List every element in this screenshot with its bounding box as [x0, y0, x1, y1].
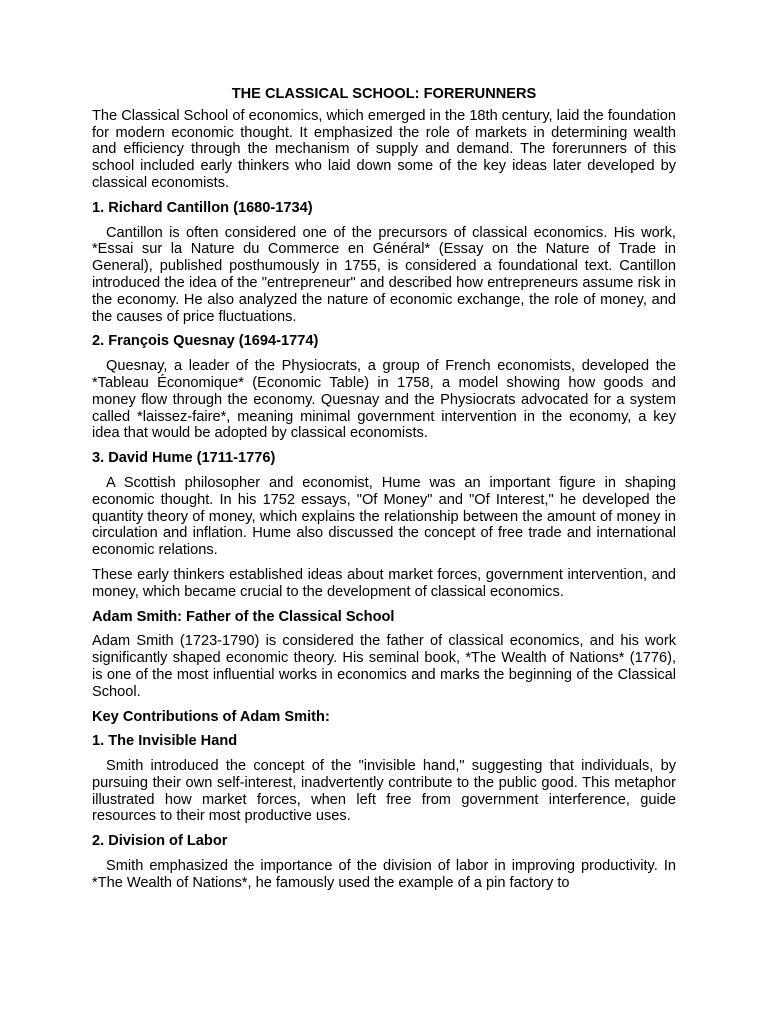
document-title: THE CLASSICAL SCHOOL: FORERUNNERS: [231, 86, 537, 102]
section-body-division-of-labor: Smith emphasized the importance of the division of labor in improving productivity. In *The Wealth of Nations*, he famously used the example of a pin factory to: [92, 858, 676, 891]
section-heading-hume: 3. David Hume (1711-1776): [92, 450, 276, 467]
summary-paragraph: These early thinkers established ideas about market forces, government intervention, and money, which became crucial to the development of classical economics.: [92, 566, 676, 600]
section-body-adam-smith: Adam Smith (1723-1790) is considered the father of classical economics, and his work significantly shaped economic theory. His seminal book, *The Wealth of Nations* (1776), is one of the most influential works in economics and marks the beginning of the Classical School.: [92, 633, 676, 700]
section-heading-division-of-labor: 2. Division of Labor: [92, 833, 228, 850]
section-heading-cantillon: 1. Richard Cantillon (1680-1734): [92, 199, 313, 216]
document-page: [92, 86, 676, 900]
section-body-invisible-hand: Smith introduced the concept of the "invisible hand," suggesting that individuals, by pursuing their own self-interest, inadvertently contribute to the public good. This metaphor illustrated how market forces, when left free from government interference, guide resources to their most productive uses.: [92, 758, 676, 825]
section-body-cantillon: Cantillon is often considered one of the precursors of classical economics. His work, *Essai sur la Nature du Commerce en Général* (Essay on the Nature of Trade in General), published posthumously in 1755, is considered a foundational text. Cantillon introduced the idea of the "entrepreneur" and described how entrepreneurs assume risk in the economy. He also analyzed the nature of economic exchange, the role of money, and the causes of price fluctuations.: [92, 224, 676, 325]
section-heading-contributions: Key Contributions of Adam Smith:: [92, 708, 330, 725]
section-heading-adam-smith: Adam Smith: Father of the Classical School: [92, 608, 395, 625]
section-body-quesnay: Quesnay, a leader of the Physiocrats, a group of French economists, developed the *Tableau Économique* (Economic Table) in 1758, a model showing how goods and money flow through the economy. Quesnay and the Physiocrats advocated for a system called *laissez-faire*, meaning minimal government intervention in the economy, a key idea that would be adopted by classical economists.: [92, 358, 676, 442]
section-heading-invisible-hand: 1. The Invisible Hand: [92, 733, 238, 750]
section-body-hume: A Scottish philosopher and economist, Hume was an important figure in shaping economic thought. In his 1752 essays, "Of Money" and "Of Interest," he developed the quantity theory of money, which explains the relationship between the amount of money in circulation and inflation. Hume also discussed the concept of free trade and international economic relations.: [92, 474, 676, 559]
intro-paragraph: The Classical School of economics, which emerged in the 18th century, laid the foundation for modern economic thought. It emphasized the role of markets in determining wealth and efficiency through the mechanism of supply and demand. The forerunners of this school included early thinkers who laid down some of the key ideas later developed by classical economists.: [92, 107, 676, 191]
section-heading-quesnay: 2. François Quesnay (1694-1774): [92, 333, 319, 350]
